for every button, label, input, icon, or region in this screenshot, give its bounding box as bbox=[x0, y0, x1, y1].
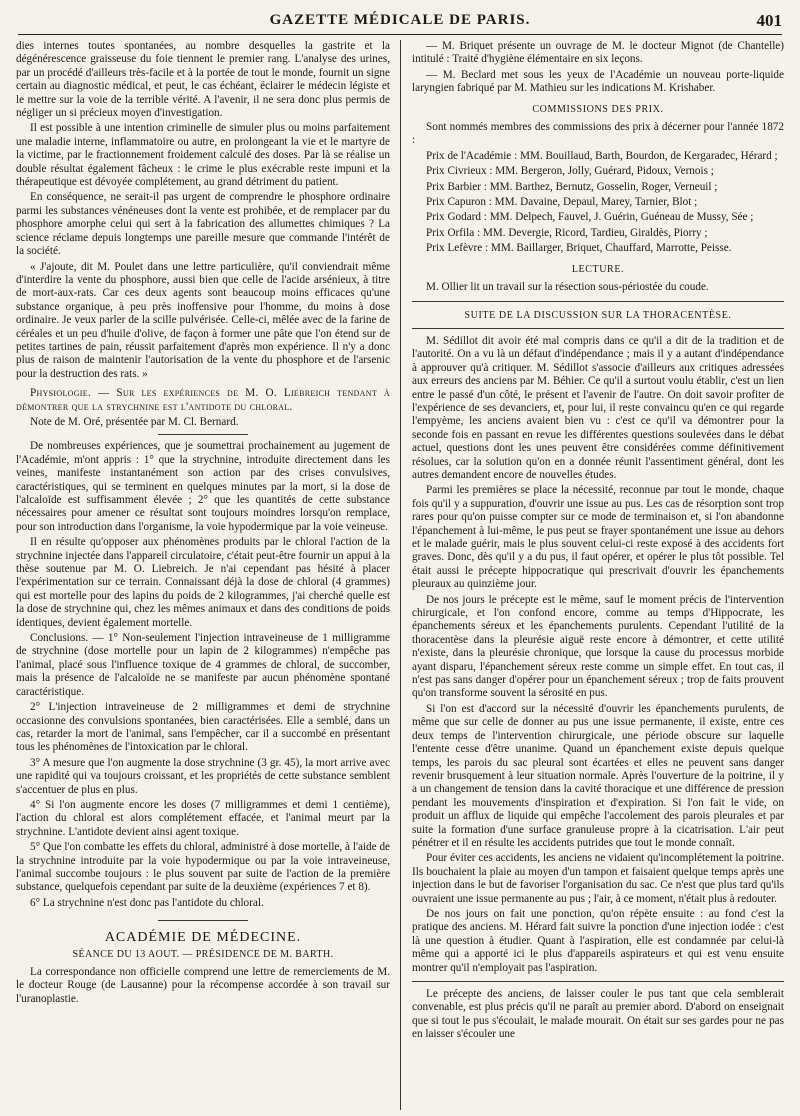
list-item: Prix de l'Académie : MM. Bouillaud, Barth, Bourdon, de Kergaradec, Hérard ; bbox=[426, 149, 778, 162]
paragraph: De nombreuses expériences, que je soumettrai prochainement au jugement de l'Académie, m'ont appris : 1° que la strychnine, introduite directement dans les veines, manifeste instantanément son action par des crises convulsives, caractéristiques, qui se terminent en quelques minutes par la mort, si la dose de l'alcaloïde est suffisamment élevée ; 2° que les quantités de cette substance nécessaires pour amener ce résultat sont toujours moindres lorsqu'on remplace, pour son introduction dans l'organisme, la voie hypodermique par la voie veineuse. bbox=[16, 440, 390, 533]
divider bbox=[158, 434, 248, 435]
physiology-note: Note de M. Oré, présentée par M. Cl. Bernard. bbox=[30, 415, 239, 428]
paragraph: Parmi les premières se place la nécessité, reconnue par tout le monde, chaque fois qu'il y a suppuration, d'ouvrir une issue au pus. Les cas de résorption sont trop rares pour qu'on puisse compter sur ce mode de terminaison et, si l'on abandonne l'épanchement à lui-même, le pus peut se frayer spontanément une issue au dehors et le malade guérir, mais le plus souvent celui-ci reste exposé à des accidents fort graves. Donc, dès qu'il y a du pus, il faut opérer, et opérer le plus tôt possible. Tel était aussi le précepte hippocratique qui prescrivait d'ouvrir les épanchements pleuraux au quinzième jour. bbox=[412, 484, 784, 591]
list-item: Prix Orfila : MM. Devergie, Ricord, Tardieu, Giraldès, Piorry ; bbox=[426, 226, 708, 239]
running-header bbox=[18, 10, 782, 35]
paragraph: En conséquence, ne serait-il pas urgent de comprendre le phosphore ordinaire parmi les substances vénéneuses dont la vente est prohibée, et de remplacer par du phosphore amorphe celui qui sert à la fabrication des allumettes chimiques ? La science réclame depuis longtemps une pareille mesure que commande l'intérêt de la société. bbox=[16, 191, 390, 258]
paragraph: « J'ajoute, dit M. Poulet dans une lettre particulière, qu'il conviendrait même d'interdire la vente du phosphore, aussi bien que celle de l'acide arsénieux, à titre de mort-aux-rats. Car ces deux agents sont beaucoup moins efficaces qu'une substance organique, à peu près inoffensive pour l'homme, du moins à dose ordinaire. Je veux parler de la scille pulvérisée. Celle-ci, mêlée avec de la farine de céréales et un peu d'huile d'olive, de façon à former une pâte que l'on étend sur de petites tartines de pain, réussit parfaitement d'après mon expérience. Il n'y a donc plus de raison de maintenir l'autorisation de la vente du phosphore et de l'arsenic pour la destruction des rats. » bbox=[16, 260, 390, 380]
paragraph: — M. Beclard met sous les yeux de l'Académie un nouveau porte-liquide laryngien fabriqué par M. Mathieu sur les indications M. Krishaber. bbox=[412, 68, 784, 95]
prizes-heading: COMMISSIONS DES PRIX. bbox=[532, 103, 664, 115]
lecture-heading: LECTURE. bbox=[571, 263, 625, 275]
paragraph: 5° Que l'on combatte les effets du chloral, administré à dose mortelle, à l'aide de la strychnine introduite par la voie hypodermique ou par la voie intraveineuse, l'animal succombe toujours : le plus souvent par suite de l'action de la première substance, quelquefois cependant par suite de la deuxième (expériences 7 et 8). bbox=[16, 841, 390, 894]
list-item: Prix Capuron : MM. Davaine, Depaul, Marey, Tarnier, Blot ; bbox=[426, 196, 698, 209]
divider bbox=[158, 920, 248, 921]
list-item: Prix Lefèvre : MM. Baillarger, Briquet, Chauffard, Marrotte, Peisse. bbox=[426, 242, 732, 255]
paragraph: Le précepte des anciens, de laisser couler le pus tant que cela semblerait convenable, est plus précis qu'il ne paraît au premier abord. D'abord on enseignait que si tout le pus s'écoulait, le malade mourait. On était sur ses gardes pour ne pas en laisser s'écouler une bbox=[412, 988, 784, 1041]
section-title: ACADÉMIE DE MÉDECINE. bbox=[104, 930, 302, 946]
divider bbox=[412, 981, 784, 982]
paragraph: Pour éviter ces accidents, les anciens ne vidaient qu'incomplétement la poitrine. Ils bouchaient la plaie au moyen d'un tampon et faisaient quelque temps après une injection dans le but de favoriser l'organisation du sac. Ce n'est que plus tard qu'ils ouvraient une issue permanente au pus ; l'air, à ce moment, n'était plus à redouter. bbox=[412, 852, 784, 905]
list-item: Prix Civrieux : MM. Bergeron, Jolly, Guérard, Pidoux, Vernois ; bbox=[426, 165, 714, 178]
list-item: Prix Godard : MM. Delpech, Fauvel, J. Guérin, Guéneau de Mussy, Sée ; bbox=[426, 211, 754, 224]
physiology-heading: Physiologie. — Sur les expériences de M. O. Liebreich tendant à démontrer que la strychnine est l'antidote du chloral. bbox=[16, 387, 390, 413]
prize-list bbox=[412, 150, 784, 256]
paragraph: dies internes toutes spontanées, au nombre desquelles la gastrite et la dégénérescence graisseuse du foie tiennent le premier rang. L'analyse des urines, par un procédé d'ailleurs très-facile et à la portée de tout le monde, fournit un signe certain au diagnostic médical, et peut, le cas échéant, éclairer le médecin légiste et le mettre sur la voie de la terrible vérité. A l'avenir, il ne sera donc plus permis de négliger un si précieux moyen d'investigation. bbox=[16, 40, 390, 120]
paragraph: M. Ollier lit un travail sur la résection sous-périostée du coude. bbox=[426, 281, 709, 294]
paragraph: Si l'on est d'accord sur la nécessité d'ouvrir les épanchements purulents, de même que sur celle de donner au pus une issue permanente, il existe, entre ces deux temps de l'intervention chirurgicale, une période obscure sur laquelle l'entente cesse d'être unanime. Quand un épanchement existe depuis quelque temps, les parois du sac pleural sont écartées et elles ne peuvent sans danger revenir brusquement à leur situation normale. Après l'ouverture de la poitrine, il y a un changement de tension dans la cavité thoracique et une différence de pression pendant les mouvements d'inspiration et d'expiration. Si l'on fait le vide, on produit un afflux de liquide qui empêche l'accolement des parois pleurales et par suite la formation d'une surface granuleuse propre à la cicatrisation. L'air peut pénétrer et il en résulte les accidents putrides que tout le monde connaît. bbox=[412, 702, 784, 849]
journal-title: GAZETTE MÉDICALE DE PARIS. bbox=[269, 12, 531, 28]
paragraph: De nos jours le précepte est le même, sauf le moment précis de l'intervention chirurgicale, et l'on confond encore, comme au temps d'Hippocrate, les épanchements séreux et les épanchements purulents. Cependant l'utilité de la thoracentèse dans la pleurésie aiguë reste encore à démontrer, et cette utilité n'existe, dans la pleurésie chronique, que lorsque la cause du processus morbide ayant disparu, l'épanchement séreux reste comme un simple effet. En tout cas, il n'est pas sans danger d'opérer pour un épanchement séreux ; trop de faits prouvent qu'on transforme souvent la sérosité en pus. bbox=[412, 593, 784, 700]
paragraph: 2° L'injection intraveineuse de 2 milligrammes et demi de strychnine occasionne des convulsions spontanées, bien caractérisées. Elle a semblé, dans un cas, retarder la mort de l'animal, sans l'empêcher, car il a succombé en présentant tous les phénomènes de l'intoxication par le chloral. bbox=[16, 701, 390, 754]
paragraph: 6° La strychnine n'est donc pas l'antidote du chloral. bbox=[30, 896, 264, 909]
page-number: 401 bbox=[756, 11, 782, 30]
list-item: Prix Barbier : MM. Barthez, Bernutz, Gosselin, Roger, Verneuil ; bbox=[426, 180, 718, 193]
paragraph: Il est possible à une intention criminelle de simuler plus ou moins parfaitement une maladie interne, inflammatoire ou autre, en prolongeant la vie et le martyre de la victime, par le fractionnement froidement calculé des doses. Par là se réalise un double résultat également fâcheux : le crime le plus exécrable reste impuni et la thérapeutique est dévoyée complétement, au grand détriment du patient. bbox=[16, 122, 390, 189]
paragraph: 3° A mesure que l'on augmente la dose strychnine (3 gr. 45), la mort arrive avec une rapidité qui va toujours croissant, et les propriétés de cette substance semblent s'accentuer de plus en plus. bbox=[16, 756, 390, 796]
left-column bbox=[16, 40, 390, 1110]
paragraph: Il en résulte qu'opposer aux phénomènes produits par le chloral l'action de la strychnine injectée dans l'appareil circulatoire, c'était peut-être fournir un appui à la thèse soutenue par M. O. Liebreich. Je n'ai cependant pas hésité à placer l'expérimentation sur ce terrain. Connaissant déjà la dose de chloral (4 grammes) qui est mortelle pour des lapins du poids de 2 kilogrammes, j'ai cherché quelle est la dose de strychnine qui, chez les mêmes animaux et dans des conditions de poids identiques, devient également mortelle. bbox=[16, 536, 390, 629]
paragraph: — M. Briquet présente un ouvrage de M. le docteur Mignot (de Chantelle) intitulé : Traité d'hygiène élémentaire en six leçons. bbox=[412, 40, 784, 66]
paragraph: M. Sédillot dit avoir été mal compris dans ce qu'il a dit de la tradition et de l'autorité. On a vu là un défaut d'indépendance ; mais il y a autant d'indépendance à approuver qu'à critiquer. M. Sédillot s'associe d'ailleurs aux critiques adressées aux erreurs des anciens par M. Béhier. Ce qu'il a surtout voulu établir, c'est un lien entre le passé d'un côté, le présent et l'avenir de l'autre. On doit savoir profiter de l'expérience de ses devanciers, et, pour lui, il reste convaincu qu'en ce qui regarde l'empyème, les anciens avaient bien vu : c'est ce qu'il va démontrer pour la seconde fois en passant en revue les différentes questions soulevées dans le débat actuel, questions dont les unes peuvent être considérées comme définitivement résolues, car la solution qu'on en a donnée réunit l'assentiment général, dont les autres demandent encore de nouvelles études. bbox=[412, 334, 784, 481]
paragraph: De nos jours on fait une ponction, qu'on répète ensuite : au fond c'est la pratique des anciens. M. Hérard fait suivre la ponction d'une injection iodée : c'est là une question à étudier. Quant à l'aspiration, elle est condamnée par celui-là même qui a apporté ici le plus d'appareils aspirateurs et qui est venu ensuite montrer qu'il n'employait pas l'aspiration. bbox=[412, 907, 784, 974]
column-divider bbox=[400, 40, 401, 1110]
paragraph: 4° Si l'on augmente encore les doses (7 milligrammes et demi 1 centième), l'action du chloral est alors complétement effacée, et l'animal meurt par la strychnine. L'antidote devient ainsi agent toxique. bbox=[16, 798, 390, 838]
divider bbox=[412, 328, 784, 329]
paragraph: La correspondance non officielle comprend une lettre de remerciements de M. le docteur Rouge (de Lausanne) pour la récompense accordée à son travail sur l'uranoplastie. bbox=[16, 966, 390, 1005]
right-column bbox=[412, 40, 784, 1110]
discussion-heading: SUITE DE LA DISCUSSION SUR LA THORACENTÈSE. bbox=[464, 309, 732, 321]
paragraph: Conclusions. — 1° Non-seulement l'injection intraveineuse de 1 milligramme de strychnine (dose mortelle pour un lapin de 2 kilogrammes) n'empêche pas l'animal, placé sous l'influence toxique de 4 grammes de chloral, de succomber, mais la présence de l'alcaloïde ne se manifeste par aucun phénomène spontané caractéristique. bbox=[16, 632, 390, 698]
paragraph: Sont nommés membres des commissions des prix à décerner pour l'année 1872 : bbox=[412, 121, 784, 147]
divider bbox=[412, 301, 784, 302]
session-line: SÉANCE DU 13 AOUT. — PRÉSIDENCE DE M. BARTH. bbox=[72, 948, 334, 960]
